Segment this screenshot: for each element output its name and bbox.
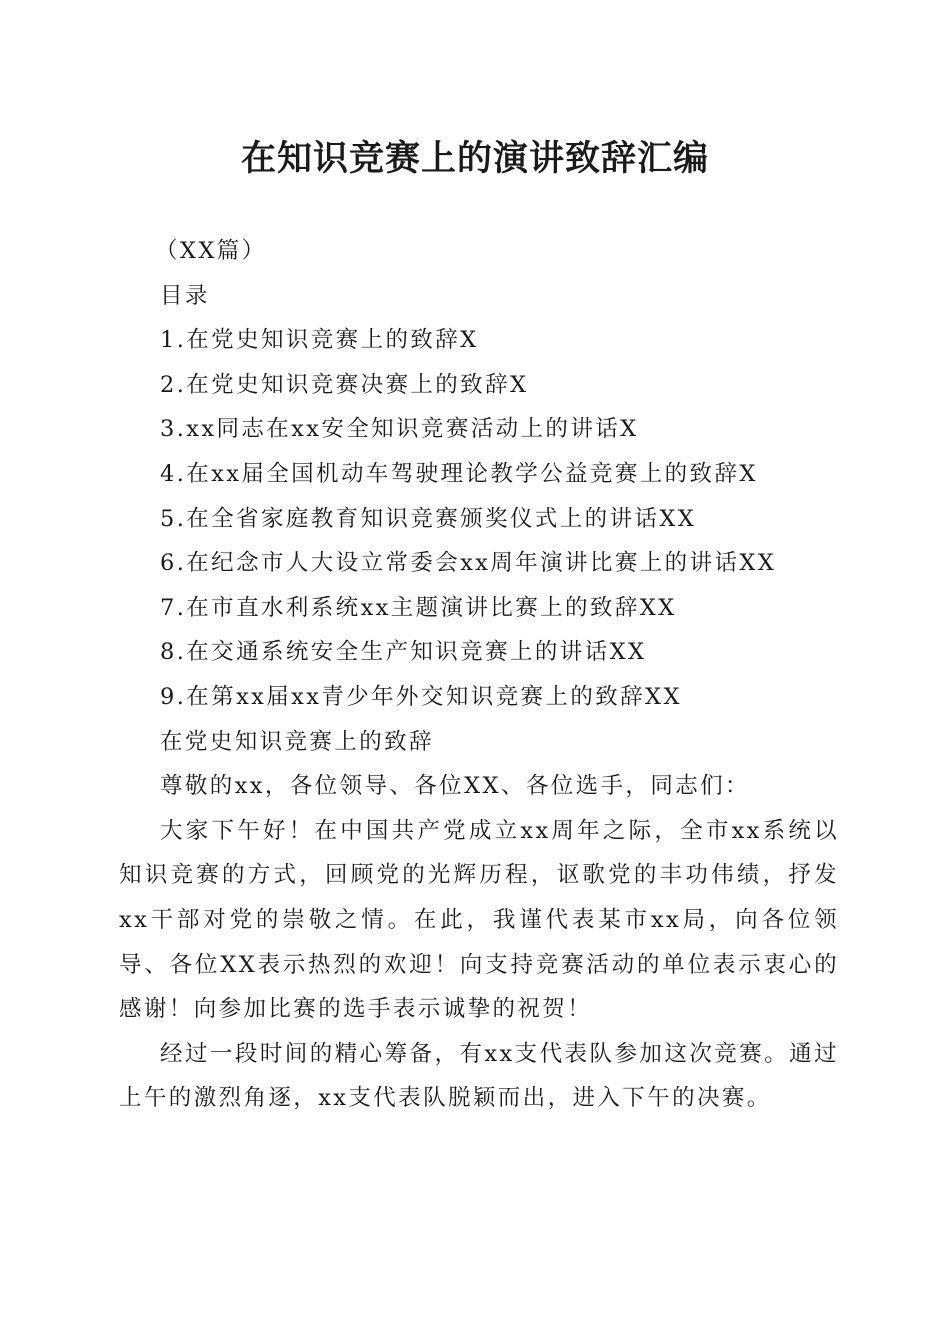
toc-heading: 目录	[160, 282, 210, 309]
toc-item: 3.xx同志在xx安全知识竞赛活动上的讲话X	[160, 416, 639, 443]
document-subtitle: （XX篇）	[155, 238, 267, 264]
document-title: 在知识竞赛上的演讲致辞汇编	[240, 138, 709, 179]
section-title: 在党史知识竞赛上的致辞	[160, 728, 434, 755]
document-body	[119, 229, 839, 1121]
toc-item: 4.在xx届全国机动车驾驶理论教学公益竞赛上的致辞X	[160, 460, 758, 487]
salutation: 尊敬的xx，各位领导、各位XX、各位选手，同志们：	[160, 773, 750, 800]
toc-item: 5.在全省家庭教育知识竞赛颁奖仪式上的讲话XX	[160, 505, 697, 532]
body-paragraph: 大家下午好！在中国共产党成立xx周年之际，全市xx系统以知识竞赛的方式，回顾党的光辉历程，讴歌党的丰功伟绩，抒发xx干部对党的崇敬之情。在此，我谨代表某市xx局，向各位领导、各位XX表示热烈的欢迎！向支持竞赛活动的单位表示衷心的感谢！向参加比赛的选手表示诚挚的祝贺！	[119, 817, 839, 1023]
toc-item: 7.在市直水利系统xx主题演讲比赛上的致辞XX	[160, 594, 677, 621]
table-of-contents	[119, 318, 839, 719]
toc-item: 8.在交通系统安全生产知识竞赛上的讲话XX	[160, 639, 647, 666]
toc-item: 2.在党史知识竞赛决赛上的致辞X	[160, 371, 529, 398]
toc-item: 9.在第xx届xx青少年外交知识竞赛上的致辞XX	[160, 683, 682, 710]
toc-item: 1.在党史知识竞赛上的致辞X	[160, 327, 479, 354]
body-paragraph: 经过一段时间的精心筹备，有xx支代表队参加这次竞赛。通过上午的激烈角逐，xx支代表队脱颖而出，进入下午的决赛。	[119, 1040, 839, 1112]
toc-item: 6.在纪念市人大设立常委会xx周年演讲比赛上的讲话XX	[160, 550, 777, 577]
